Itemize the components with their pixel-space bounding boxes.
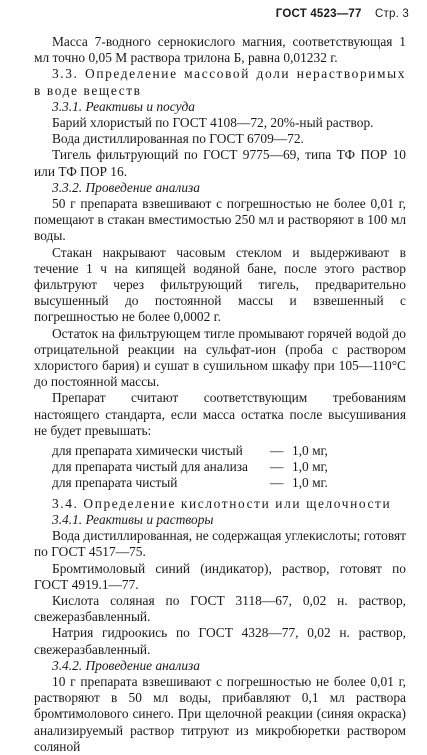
reagent-barium-chloride: Барий хлористый по ГОСТ 4108—72, 20%-ный раствор. — [52, 115, 374, 131]
paragraph-titration: 10 г препарата взвешивают с погрешностью не более 0,01 г, растворяют в 50 мл воды, прибавляют 0,1 мл раствора бромтимолового синего. При щелочной реакции (синяя окраска) анализируемый раствор титруют из микробюретки раствором соляной — [34, 673, 406, 754]
section-heading-3-4: 3.4. Определение кислотности или щелочности — [52, 495, 392, 511]
page-number: 3 — [402, 8, 409, 20]
subsection-heading-3-4-1: 3.4.1. Реактивы и растворы — [52, 511, 214, 527]
list-item — [34, 443, 406, 459]
list-item — [34, 475, 406, 491]
standard-number: 4523—77 — [310, 8, 362, 20]
limit-label: для препарата чистый для анализа — [52, 459, 248, 475]
limit-dash: — — [270, 459, 284, 475]
reagent-hydrochloric-acid: Кислота соляная по ГОСТ 3118—67, 0,02 н. раствор, свежеразбавленный. — [34, 592, 406, 625]
reagent-bromothymol-blue: Бромтимоловый синий (индикатор), раствор, готовят по ГОСТ 4919.1—77. — [34, 560, 406, 592]
reagent-sodium-hydroxide: Натрия гидроокись по ГОСТ 4328—77, 0,02 н. раствор, свежеразбавленный. — [34, 625, 406, 657]
limit-value: 1,0 мг, — [292, 443, 328, 459]
limit-value: 1,0 мг, — [292, 459, 328, 475]
subsection-heading-3-3-1: 3.3.1. Реактивы и посуда — [52, 98, 195, 114]
limits-list — [34, 443, 406, 492]
page-header — [276, 8, 409, 20]
subsection-heading-3-4-2: 3.4.2. Проведение анализа — [52, 657, 200, 673]
paragraph-heating: Стакан накрывают часовым стеклом и выдерживают в течение 1 ч на кипящей водяной бане, после этого раствор фильтруют через фильтрующий тигель, предварительно высушенный до постоянной массы и взвешенный с погрешностью не более 0,0002 г. — [34, 244, 406, 325]
paragraph-residue-wash: Остаток на фильтрующем тигле промывают горячей водой до отрицательной реакции на сульфат-ион (проба с раствором хлористого бария) и сушат в сушильном шкафу при 105—110°С до постоянной массы. — [34, 325, 406, 390]
list-item — [34, 459, 406, 475]
limit-label: для препарата чистый — [52, 475, 178, 491]
limit-value: 1,0 мг. — [292, 475, 328, 491]
limit-dash: — — [270, 443, 284, 459]
section-heading-3-3: 3.3. Определение массовой доли нерастворимых в воде веществ — [34, 66, 406, 98]
reagent-co2-free-water: Вода дистиллированная, не содержащая углекислоты; готовят по ГОСТ 4517—75. — [34, 528, 406, 560]
paragraph-magnesium-mass: Масса 7-водного сернокислого магния, соответствующая 1 мл точно 0,05 М раствора трилона Б, равна 0,01232 г. — [34, 34, 406, 66]
limit-label: для препарата химически чистый — [52, 443, 243, 459]
paragraph-criteria: Препарат считают соответствующим требованиям настоящего стандарта, если масса остатка после высушивания не будет превышать: — [34, 390, 406, 438]
subsection-heading-3-3-2: 3.3.2. Проведение анализа — [52, 179, 200, 195]
limit-dash: — — [270, 475, 284, 491]
standard-label: ГОСТ — [275, 8, 307, 20]
reagent-filter-crucible: Тигель фильтрующий по ГОСТ 9775—69, типа ТФ ПОР 10 или ТФ ПОР 16. — [34, 147, 406, 179]
page-label: Стр. — [375, 8, 399, 20]
page-body — [34, 34, 406, 755]
paragraph-weighing: 50 г препарата взвешивают с погрешностью не более 0,01 г, помещают в стакан вместимостью 250 мл и растворяют в 100 мл воды. — [34, 196, 406, 244]
reagent-distilled-water: Вода дистиллированная по ГОСТ 6709—72. — [52, 131, 304, 147]
